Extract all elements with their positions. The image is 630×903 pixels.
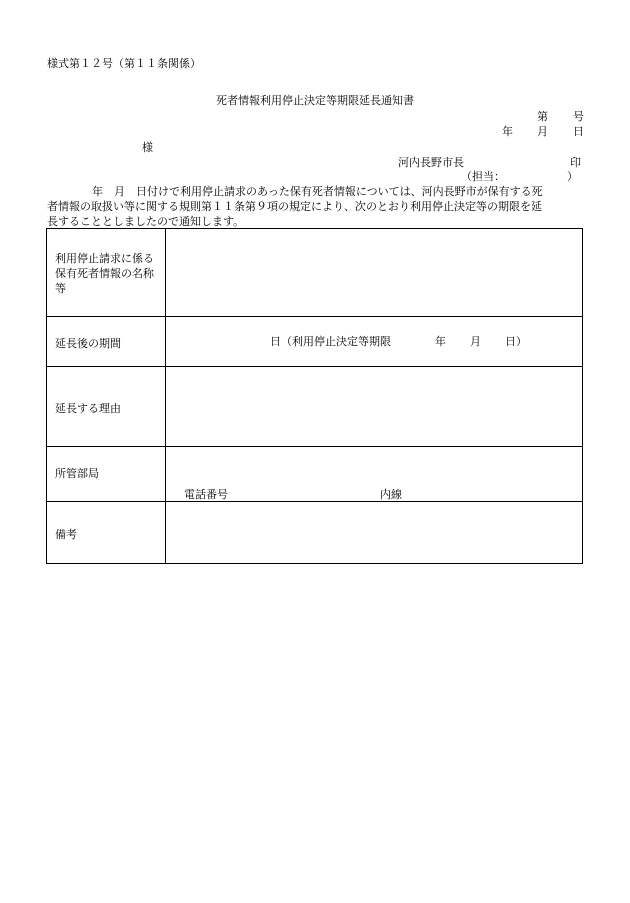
date-year: 年 xyxy=(502,125,513,138)
period-day: 日） xyxy=(505,335,527,348)
extension-reason-field[interactable] xyxy=(166,367,583,447)
label-cell xyxy=(47,317,166,367)
period-year: 年 xyxy=(435,335,446,348)
table-row xyxy=(47,229,583,317)
info-name-field[interactable] xyxy=(166,229,583,317)
notice-body-line-2: 者情報の取扱い等に関する規則第１１条第９項の規定により、次のとおり利用停止決定等の期限を延 xyxy=(47,200,542,213)
date-month: 月 xyxy=(537,125,548,138)
notice-body xyxy=(47,184,587,229)
department-label: 所管部局 xyxy=(55,467,99,480)
table-row xyxy=(47,447,583,502)
document-title: 死者情報利用停止決定等期限延長通知書 xyxy=(216,94,414,107)
table-row xyxy=(47,317,583,367)
label-cell xyxy=(47,367,166,447)
table-row xyxy=(47,502,583,564)
label-cell xyxy=(47,447,166,502)
label-cell xyxy=(47,229,166,317)
period-days: 日（利用停止決定等期限 xyxy=(270,335,391,348)
phone-number-label: 電話番号 xyxy=(184,488,228,501)
label-cell xyxy=(47,502,166,564)
extended-period-label: 延長後の期間 xyxy=(55,337,121,350)
extended-period-field[interactable] xyxy=(166,317,583,367)
contact-person-close: ） xyxy=(567,170,578,183)
department-field[interactable] xyxy=(166,447,583,502)
extension-label: 内線 xyxy=(380,488,402,501)
seal-mark: 印 xyxy=(570,156,581,169)
addressee-suffix: 様 xyxy=(142,141,153,154)
extension-details-table xyxy=(46,228,583,564)
doc-number-dai: 第 xyxy=(537,110,548,123)
remarks-field[interactable] xyxy=(166,502,583,564)
notice-body-line-3: 長することとしましたので通知します。 xyxy=(47,215,245,228)
table-row xyxy=(47,367,583,447)
notice-body-line-1: 年 月 日付けで利用停止請求のあった保有死者情報については、河内長野市が保有する死 xyxy=(92,185,543,198)
remarks-label: 備考 xyxy=(55,528,77,541)
doc-number-gou: 号 xyxy=(573,110,584,123)
extended-period-text xyxy=(270,336,527,347)
issuer-name: 河内長野市長 xyxy=(398,156,464,169)
extension-reason-label: 延長する理由 xyxy=(55,402,121,415)
info-name-label: 利用停止請求に係る保有死者情報の名称等 xyxy=(55,252,154,295)
date-day: 日 xyxy=(573,125,584,138)
period-month: 月 xyxy=(470,335,481,348)
form-number: 様式第１２号（第１１条関係） xyxy=(47,57,201,70)
contact-person-open: （担当： xyxy=(461,170,505,183)
